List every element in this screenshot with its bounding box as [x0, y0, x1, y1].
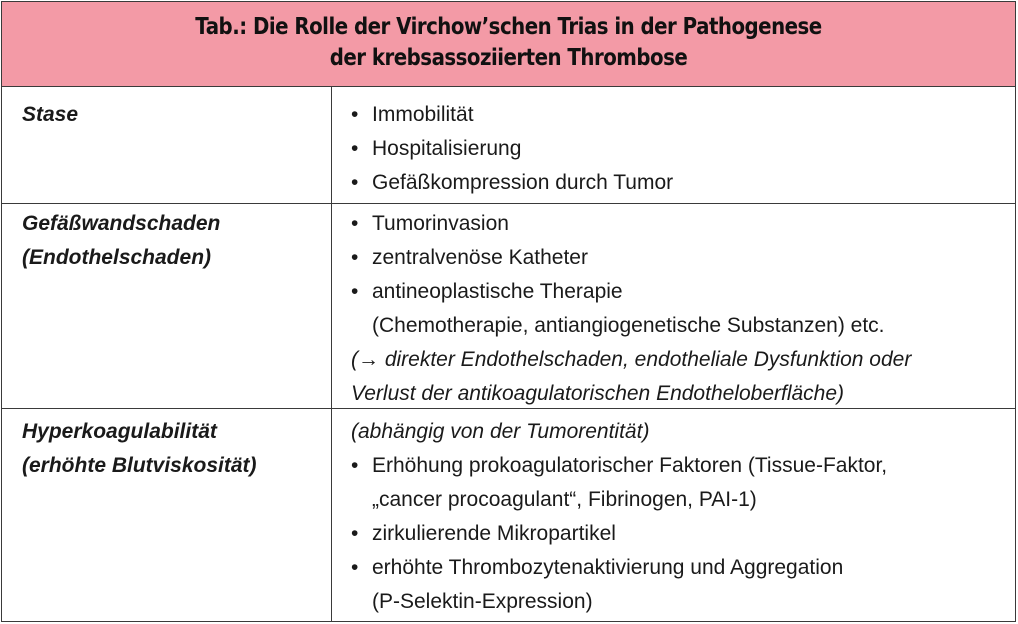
note-line: (abhängig von der Tumorentität)	[351, 420, 650, 443]
table-row-hyperkoagulabilitaet	[2, 409, 1015, 621]
row-label	[22, 207, 220, 275]
note-line: Verlust der antikoagulatorischen Endotheloberfläche)	[351, 382, 845, 405]
bullet-item: • erhöhte Thrombozytenaktivierung und Aggregation	[351, 551, 1009, 585]
bullet-item: • Gefäßkompression durch Tumor	[351, 166, 1009, 200]
row-label-line: Hyperkoagulabilität	[22, 420, 217, 443]
row-content	[351, 207, 1009, 411]
bullet-icon: •	[351, 522, 359, 545]
bullet-icon: •	[351, 212, 359, 235]
bullet-item: • Hospitalisierung	[351, 132, 1009, 166]
table-title-band	[2, 2, 1015, 87]
note-line: (→ direkter Endothelschaden, endotheliale Dysfunktion oder	[351, 348, 912, 371]
table-title-line-2: der krebsassoziierten Thrombose	[329, 45, 688, 71]
row-label-line: (erhöhte Blutviskosität)	[22, 454, 257, 477]
bullet-icon: •	[351, 454, 359, 477]
bullet-item: • antineoplastische Therapie	[351, 275, 1009, 309]
bullet-icon: •	[351, 137, 359, 160]
table-title-line-1: Tab.: Die Rolle der Virchow’schen Trias in der Pathogenese	[195, 14, 822, 40]
bullet-item: • zentralvenöse Katheter	[351, 241, 1009, 275]
bullet-icon: •	[351, 103, 359, 126]
info-table	[1, 1, 1016, 622]
bullet-item: • Tumorinvasion	[351, 207, 1009, 241]
bullet-icon: •	[351, 556, 359, 579]
row-label-line: Stase	[22, 103, 79, 126]
table-row-gefaesswandschaden	[2, 204, 1015, 409]
row-content	[351, 98, 1009, 200]
continuation-line: „cancer procoagulant“, Fibrinogen, PAI-1)	[372, 488, 757, 511]
bullet-item: • Immobilität	[351, 98, 1009, 132]
bullet-icon: •	[351, 246, 359, 269]
row-label-line: (Endothelschaden)	[22, 246, 212, 269]
bullet-icon: •	[351, 171, 359, 194]
row-label	[22, 415, 257, 483]
bullet-icon: •	[351, 280, 359, 303]
bullet-item: • Erhöhung prokoagulatorischer Faktoren (Tissue-Faktor,	[351, 449, 1009, 483]
column-divider	[331, 87, 332, 621]
row-label	[22, 98, 78, 132]
row-label-line: Gefäßwandschaden	[22, 212, 221, 235]
table-row-stase	[2, 87, 1015, 204]
row-content	[351, 415, 1009, 619]
continuation-line: (P-Selektin-Expression)	[372, 590, 593, 613]
continuation-line: (Chemotherapie, antiangiogenetische Substanzen) etc.	[372, 314, 885, 337]
bullet-item: • zirkulierende Mikropartikel	[351, 517, 1009, 551]
